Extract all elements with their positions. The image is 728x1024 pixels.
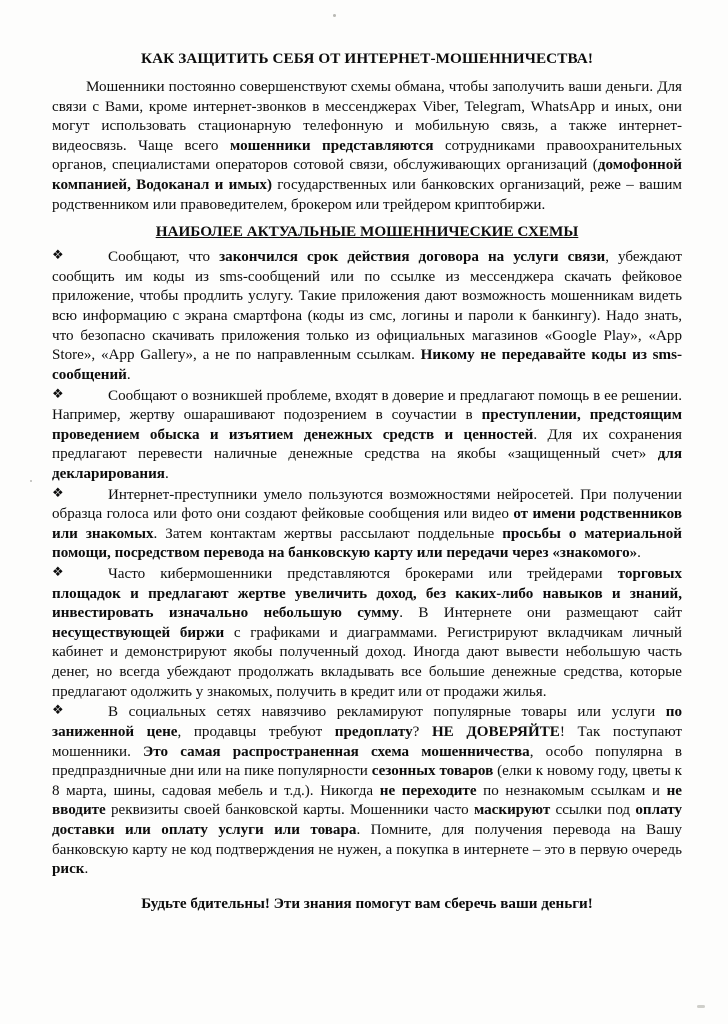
- list-item-text: [52, 704, 682, 877]
- closing-statement: Будьте бдительны! Эти знания помогут вам сберечь ваши деньги!: [141, 895, 593, 912]
- page-title: КАК ЗАЩИТИТЬ СЕБЯ ОТ ИНТЕРНЕТ-МОШЕННИЧЕСТВА!: [141, 50, 593, 67]
- emphasis-text: НЕ ДОВЕРЯЙТЕ: [431, 723, 560, 740]
- emphasis-text: закончился срок действия договора на услуги связи: [219, 249, 606, 266]
- body-text: , убеждают сообщить им коды из sms-сообщений или по ссылке из мессенджера скачать фейковое приложение, чтобы продлить услугу. Такие приложения дают возможность мошенникам видеть всю информацию с экрана смартфона (коды из смс, логины и пароли к банкингу). Надо знать, что безопасно скачивать приложения только из официальных магазинов «Google Play», «App Store», «App Gallery», а не по направленным ссылкам.: [52, 249, 682, 364]
- body-text: . В Интернете они размещают сайт: [399, 605, 682, 622]
- emphasis-text: Это самая распространенная схема мошенничества: [143, 743, 530, 760]
- body-text: Часто кибермошенники представляются брокерами или трейдерами: [108, 566, 618, 583]
- emphasis-text: просьбы о материальной помощи, посредством перевода на банковскую карту или передачи через «знакомого»: [52, 525, 682, 562]
- emphasis-text: не вводите: [52, 782, 682, 819]
- body-text: ссылки под: [550, 802, 636, 819]
- intro-paragraph: [52, 78, 682, 215]
- emphasis-text: риск: [52, 861, 85, 878]
- body-text: .: [126, 366, 131, 383]
- body-text: В социальных сетях навязчиво рекламируют популярные товары или услуги: [108, 704, 666, 721]
- body-text: по незнакомым ссылкам и: [476, 782, 667, 799]
- scan-speck: [30, 480, 32, 482]
- body-text: ! Так поступают мошенники.: [52, 723, 683, 760]
- list-item: [52, 486, 682, 564]
- scan-speck: [697, 1005, 705, 1008]
- list-item-text: [52, 566, 682, 700]
- list-item: [52, 248, 682, 385]
- list-item: [52, 387, 682, 485]
- emphasis-text: маскируют: [473, 802, 551, 819]
- diamond-bullet-icon: ❖: [52, 248, 64, 264]
- emphasis-text: предоплату: [334, 723, 413, 740]
- body-text: , продавцы требуют: [177, 723, 335, 740]
- diamond-bullet-icon: ❖: [52, 386, 64, 402]
- scheme-list: [52, 248, 682, 880]
- emphasis-text: по заниженной цене: [52, 704, 682, 740]
- emphasis-text: преступлении, предстоящим проведением обыска и изъятием денежных средств и ценностей: [52, 407, 682, 443]
- emphasis-text: оплату доставки или оплату услуги или товара: [52, 802, 683, 838]
- section-subtitle: НАИБОЛЕЕ АКТУАЛЬНЫЕ МОШЕННИЧЕСКИЕ СХЕМЫ: [155, 223, 579, 241]
- body-text: Сообщают, что: [108, 249, 220, 266]
- emphasis-text: торговых площадок и предлагают жертве увеличить доход, без каких-либо навыков и знаний, инвестировать изначально небольшую сумму: [52, 566, 682, 622]
- emphasis-text: Никому не передавайте коды из sms-сообщений: [52, 347, 683, 383]
- list-item-text: [52, 249, 682, 383]
- emphasis-text: для декларирования: [52, 446, 682, 482]
- body-text: .: [164, 465, 169, 482]
- emphasis-text: мошенники представляются: [229, 137, 434, 154]
- list-item: [52, 565, 682, 702]
- list-item-text: [52, 487, 682, 562]
- body-text: , особо популярна в предпраздничные дни или на пике популярности: [52, 743, 682, 780]
- emphasis-text: несуществующей биржи: [52, 624, 225, 641]
- body-text: реквизиты своей банковской карты. Мошенники часто: [105, 802, 474, 819]
- emphasis-text: домофонной компанией, Водоканал и имых): [52, 157, 682, 194]
- emphasis-text: от имени родственников или знакомых: [52, 506, 682, 542]
- body-text: с графиками и диаграммами. Регистрируют вкладчикам личный кабинет и демонстрируют якобы полученный доход. Иногда дают вывести небольшую часть денег, но всегда убеждают продолжать вкладывать все большие денежные средства, которые предлагают одолжить у знакомых, получить в кредит или от продажи жилья.: [52, 624, 683, 700]
- body-text: Сообщают о возникшей проблеме, входят в доверие и предлагают помощь в ее решении. Например, жертву ошарашивают подозрением в соучастии в: [52, 387, 682, 424]
- body-text: Интернет-преступники умело пользуются возможностями нейросетей. При получении образца голоса или фото они создают фейковые сообщения или видео: [52, 486, 682, 523]
- body-text: .: [637, 545, 641, 562]
- body-text: сотрудниками правоохранительных органов, специалистами операторов сотовой связи, обслуживающих организаций (: [52, 137, 682, 174]
- body-text: .: [84, 861, 89, 878]
- diamond-bullet-icon: ❖: [52, 565, 64, 581]
- body-text: государственных или банковских организаций, реже – вашим родственником или правоведителем, брокером или трейдером криптобиржи.: [52, 177, 682, 213]
- list-item-text: [52, 388, 682, 482]
- body-text: . Затем контактам жертвы рассылают поддельные: [153, 525, 503, 542]
- scan-speck: [333, 14, 336, 17]
- diamond-bullet-icon: ❖: [52, 485, 64, 501]
- emphasis-text: не переходите: [379, 782, 477, 799]
- diamond-bullet-icon: ❖: [52, 703, 64, 719]
- emphasis-text: сезонных товаров: [371, 763, 494, 780]
- body-text: . Помните, для получения перевода на Вашу банковскую карту не код подтверждения не нужен, а покупка в интернете – это в первую очередь: [52, 821, 682, 858]
- list-item: [52, 703, 682, 879]
- body-text: ?: [412, 723, 432, 740]
- body-text: Мошенники постоянно совершенствуют схемы обмана, чтобы заполучить ваши деньги. Для связи с Вами, кроме интернет-звонков в мессенджерах Viber, Telegram, WhatsApp и иных, они могут использовать стационарную телефонную и мобильную связь, а также интернет-видеосвязь. Чаще всего: [52, 79, 682, 154]
- body-text: (елки к новому году, цветы к 8 марта, шины, садовая мебель и т.д.). Никогда: [52, 763, 682, 799]
- body-text: . Для их сохранения предлагают перевести наличные денежные средства на якобы «защищенный счет»: [52, 426, 682, 463]
